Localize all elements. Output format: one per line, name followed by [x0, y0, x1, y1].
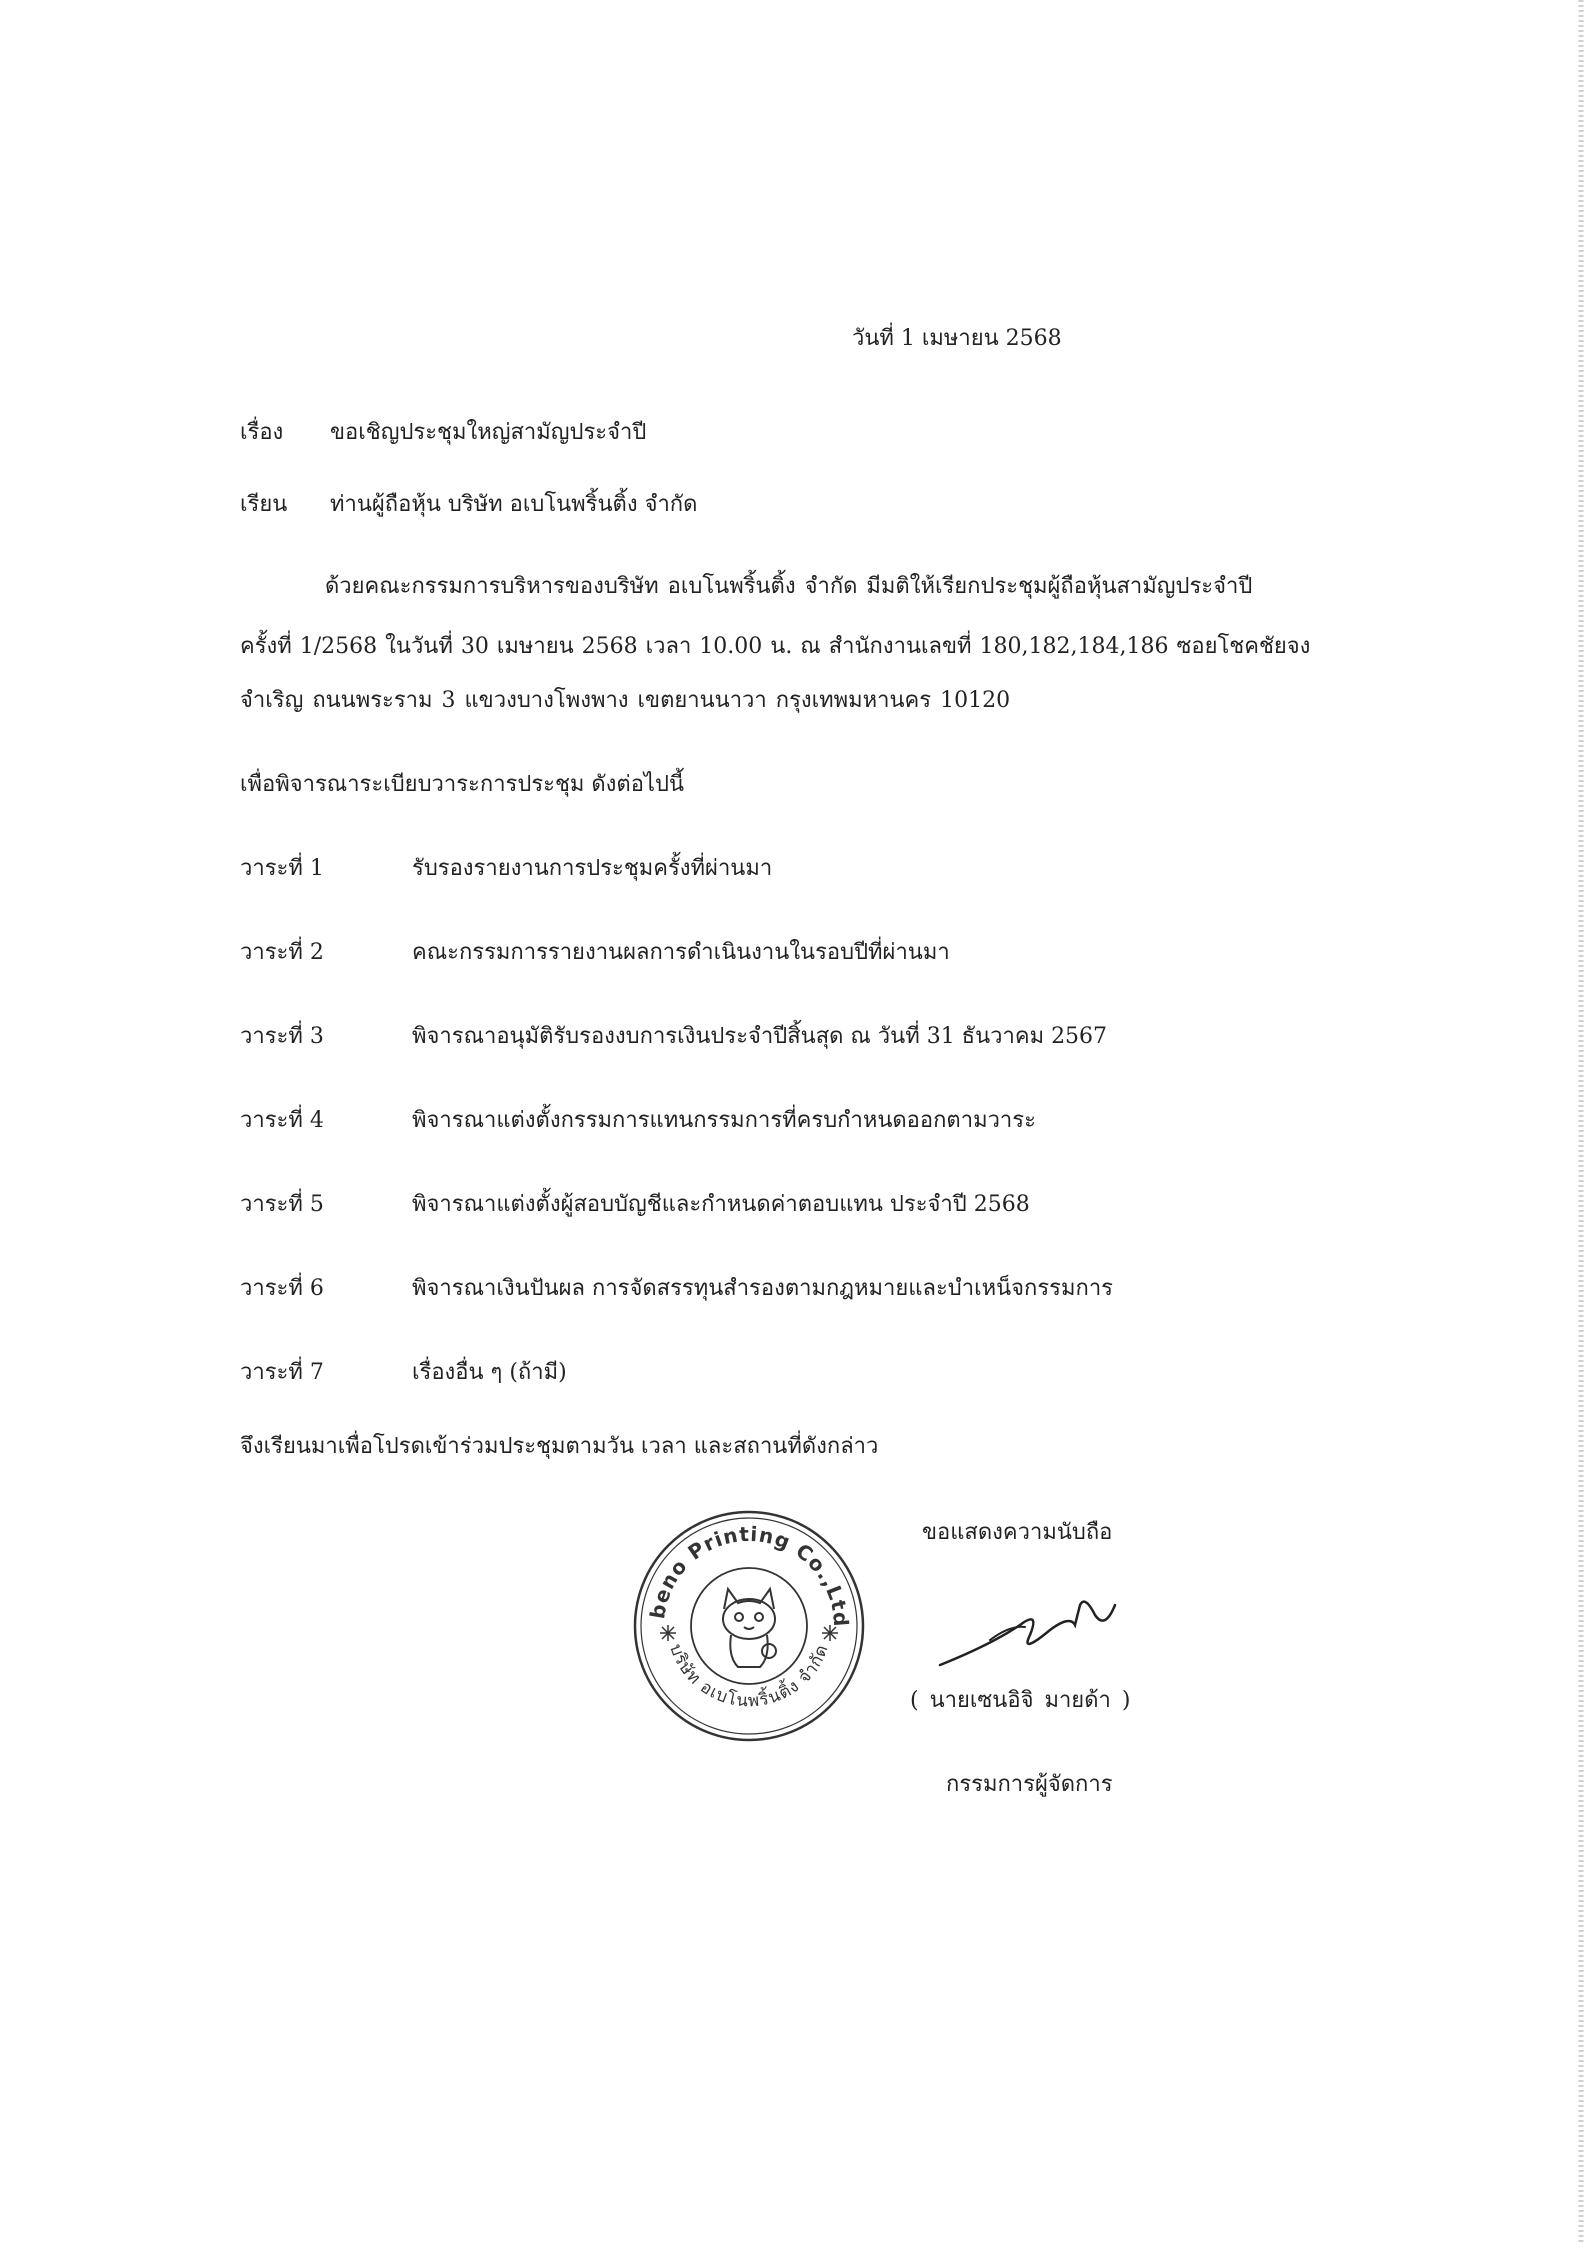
agenda-number: วาระที่ 1: [240, 856, 324, 881]
signer-name: ( นายเซนอิจิ มายด้า ): [910, 1688, 1131, 1713]
agenda-item: พิจารณาแต่งตั้งกรรมการแทนกรรมการที่ครบกำหนดออกตามวาระ: [412, 1108, 1036, 1133]
agenda-item: คณะกรรมการรายงานผลการดำเนินงานในรอบปีที่ผ่านมา: [412, 940, 950, 965]
svg-text:Abeno Printing Co.,Ltd.: [628, 1505, 853, 1628]
agenda-number: วาระที่ 6: [240, 1276, 324, 1301]
agenda-number: วาระที่ 5: [240, 1192, 324, 1217]
subject-label: เรื่อง: [240, 420, 284, 445]
svg-text:บริษัท อเบโนพริ้นติ้ง จำกัด: [665, 1642, 833, 1712]
subject-text: ขอเชิญประชุมใหญ่สามัญประจำปี: [330, 420, 647, 445]
body-line: จำเริญ ถนนพระราม 3 แขวงบางโพงพาง เขตยานนาวา กรุงเทพมหานคร 10120: [240, 688, 1011, 713]
regards-line: ขอแสดงความนับถือ: [922, 1520, 1113, 1545]
cat-mascot-icon: [723, 1589, 776, 1667]
seal-text-en: beno Printing Co.,Ltd: [645, 1521, 854, 1628]
body-line: ด้วยคณะกรรมการบริหารของบริษัท อเบโนพริ้นติ้ง จำกัด มีมติให้เรียกประชุมผู้ถือหุ้นสามัญประจำปี: [325, 574, 1253, 599]
closing-line: จึงเรียนมาเพื่อโปรดเข้าร่วมประชุมตามวัน เวลา และสถานที่ดังกล่าว: [240, 1434, 879, 1459]
agenda-number: วาระที่ 2: [240, 940, 324, 965]
agenda-item: พิจารณาแต่งตั้งผู้สอบบัญชีและกำหนดค่าตอบแทน ประจำปี 2568: [412, 1192, 1030, 1217]
agenda-item: เรื่องอื่น ๆ (ถ้ามี): [412, 1360, 567, 1385]
body-line: ครั้งที่ 1/2568 ในวันที่ 30 เมษายน 2568 เวลา 10.00 น. ณ สำนักงานเลขที่ 180,182,184,186 ซอยโชคชัยจง: [240, 634, 1311, 659]
scan-edge: [1575, 0, 1587, 2245]
company-seal: [628, 1505, 870, 1747]
agenda-intro: เพื่อพิจารณาระเบียบวาระการประชุม ดังต่อไปนี้: [240, 772, 684, 797]
agenda-item: พิจารณาอนุมัติรับรองงบการเงินประจำปีสิ้นสุด ณ วันที่ 31 ธันวาคม 2567: [412, 1024, 1108, 1049]
signer-position: กรรมการผู้จัดการ: [946, 1772, 1113, 1797]
signature: [930, 1585, 1130, 1685]
seal-text-th: บริษัท อเบโนพริ้นติ้ง จำกัด: [665, 1641, 833, 1712]
agenda-number: วาระที่ 4: [240, 1108, 324, 1133]
agenda-number: วาระที่ 7: [240, 1360, 324, 1385]
recipient-text: ท่านผู้ถือหุ้น บริษัท อเบโนพริ้นติ้ง จำกัด: [330, 492, 698, 517]
agenda-number: วาระที่ 3: [240, 1024, 324, 1049]
recipient-label: เรียน: [240, 492, 288, 517]
agenda-item: พิจารณาเงินปันผล การจัดสรรทุนสำรองตามกฎหมายและบำเหน็จกรรมการ: [412, 1276, 1113, 1301]
letter-date: วันที่ 1 เมษายน 2568: [852, 326, 1062, 351]
agenda-item: รับรองรายงานการประชุมครั้งที่ผ่านมา: [412, 856, 773, 881]
